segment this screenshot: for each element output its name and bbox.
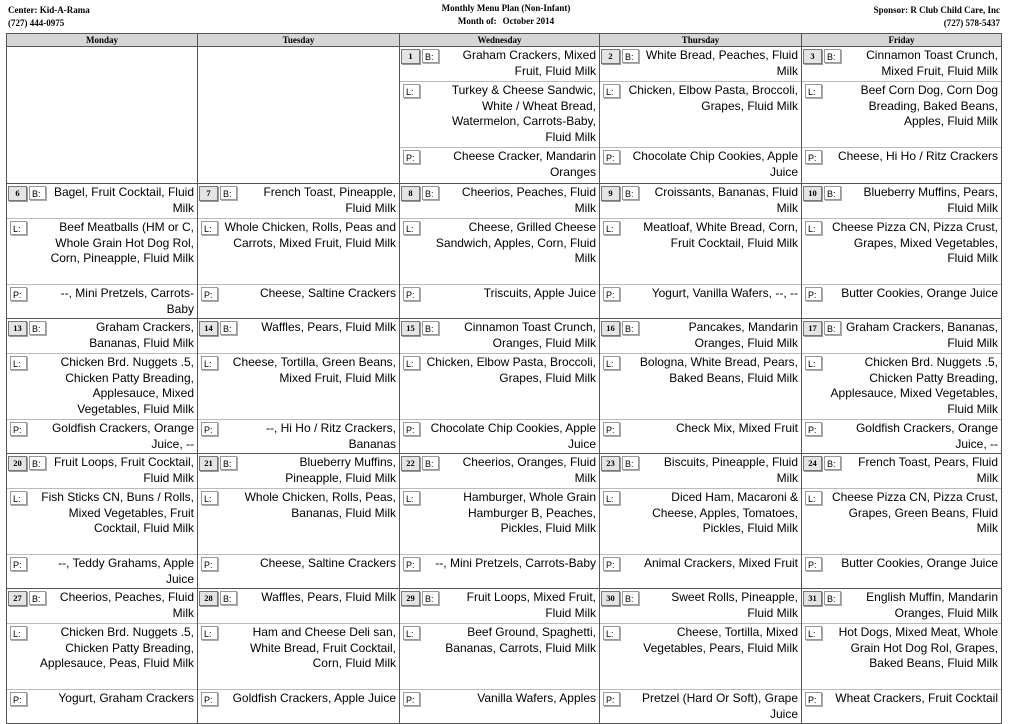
- snack-menu-text: --, Mini Pretzels, Carrots- Baby: [60, 286, 194, 316]
- lunch-row: [198, 489, 399, 555]
- snack-row: [400, 555, 599, 588]
- lunch-menu-text: Cheese Pizza CN, Pizza Crust, Grapes, Mixed Vegetables, Fluid Milk: [831, 220, 998, 265]
- lunch-label: L:: [201, 221, 218, 235]
- snack-menu-text: Cheese, Saltine Crackers: [259, 286, 396, 300]
- sponsor-phone: (727) 578-5437: [943, 18, 1000, 28]
- snack-label: P:: [603, 287, 620, 301]
- breakfast-row: [600, 47, 801, 82]
- breakfast-label: B:: [622, 456, 639, 470]
- week-row: [7, 454, 1002, 589]
- breakfast-row: [198, 589, 399, 624]
- day-cell: [198, 454, 400, 589]
- lunch-label: L:: [805, 84, 822, 98]
- snack-menu-text: Chocolate Chip Cookies, Apple Juice: [632, 149, 798, 179]
- breakfast-menu-text: French Toast, Pears, Fluid Milk: [858, 455, 998, 485]
- lunch-menu-text: Meatloaf, White Bread, Corn, Fruit Cocktail, Fluid Milk: [643, 220, 798, 250]
- snack-menu-text: Wheat Crackers, Fruit Cocktail: [835, 691, 998, 705]
- snack-row: [198, 690, 399, 723]
- snack-menu-text: Goldfish Crackers, Apple Juice: [232, 691, 396, 705]
- day-cell: [198, 319, 400, 454]
- snack-menu-text: Animal Crackers, Mixed Fruit: [643, 556, 798, 570]
- lunch-label: L:: [403, 221, 420, 235]
- date-number: 24: [803, 456, 822, 471]
- day-cell: [600, 47, 802, 184]
- date-number: 14: [199, 321, 218, 336]
- date-number: 2: [601, 49, 620, 64]
- lunch-row: [802, 624, 1001, 690]
- date-number: 6: [8, 186, 27, 201]
- breakfast-menu-text: Pancakes, Mandarin Oranges, Fluid Milk: [688, 320, 798, 350]
- snack-label: P:: [10, 287, 27, 301]
- breakfast-row: [7, 589, 197, 624]
- breakfast-label: B:: [622, 591, 639, 605]
- breakfast-menu-text: Blueberry Muffins, Pineapple, Fluid Milk: [285, 455, 396, 485]
- breakfast-row: [7, 454, 197, 489]
- lunch-row: [802, 354, 1001, 420]
- lunch-label: L:: [603, 356, 620, 370]
- snack-label: P:: [805, 557, 822, 571]
- sponsor-info: [874, 4, 1000, 30]
- snack-label: P:: [805, 692, 822, 706]
- lunch-row: [7, 354, 197, 420]
- date-number: 15: [401, 321, 420, 336]
- day-cell: [600, 454, 802, 589]
- date-number: 7: [199, 186, 218, 201]
- snack-label: P:: [10, 557, 27, 571]
- snack-label: P:: [805, 422, 822, 436]
- breakfast-menu-text: Cinnamon Toast Crunch, Oranges, Fluid Milk: [464, 320, 596, 350]
- lunch-menu-text: Beef Corn Dog, Corn Dog Breading, Baked Beans, Apples, Fluid Milk: [860, 83, 998, 128]
- lunch-label: L:: [805, 626, 822, 640]
- menu-calendar: [6, 33, 1002, 724]
- lunch-menu-text: Cheese, Grilled Cheese Sandwich, Apples, Corn, Fluid Milk: [435, 220, 596, 265]
- weekday-header-tuesday: Tuesday: [198, 34, 400, 47]
- breakfast-row: [600, 589, 801, 624]
- snack-label: P:: [201, 422, 218, 436]
- lunch-label: L:: [805, 491, 822, 505]
- breakfast-row: [400, 319, 599, 354]
- lunch-row: [802, 489, 1001, 555]
- breakfast-label: B:: [422, 321, 439, 335]
- lunch-menu-text: Chicken Brd. Nuggets .5, Chicken Patty Breading, Applesauce, Mixed Vegetables, Fluid Milk: [60, 355, 194, 416]
- date-number: 29: [401, 591, 420, 606]
- sponsor-name: Sponsor: R Club Child Care, Inc: [873, 5, 1000, 15]
- breakfast-label: B:: [824, 321, 841, 335]
- day-cell: [400, 184, 600, 319]
- lunch-menu-text: Diced Ham, Macaroni & Cheese, Apples, Tomatoes, Pickles, Fluid Milk: [652, 490, 798, 535]
- breakfast-menu-text: Graham Crackers, Mixed Fruit, Fluid Milk: [462, 48, 596, 78]
- week-row: [7, 47, 1002, 184]
- snack-menu-text: Goldfish Crackers, Orange Juice, --: [51, 421, 194, 451]
- snack-label: P:: [805, 150, 822, 164]
- snack-label: P:: [805, 287, 822, 301]
- lunch-label: L:: [201, 356, 218, 370]
- snack-row: [600, 420, 801, 453]
- lunch-menu-text: Bologna, White Bread, Pears, Baked Beans, Fluid Milk: [639, 355, 798, 385]
- snack-row: [802, 148, 1001, 181]
- snack-label: P:: [10, 692, 27, 706]
- breakfast-menu-text: Sweet Rolls, Pineapple, Fluid Milk: [671, 590, 798, 620]
- snack-row: [400, 690, 599, 723]
- snack-label: P:: [403, 422, 420, 436]
- date-number: 17: [803, 321, 822, 336]
- snack-row: [7, 420, 197, 453]
- lunch-row: [7, 219, 197, 285]
- lunch-label: L:: [403, 491, 420, 505]
- lunch-menu-text: Beef Ground, Spaghetti, Bananas, Carrots, Fluid Milk: [445, 625, 596, 655]
- lunch-row: [198, 624, 399, 690]
- lunch-label: L:: [201, 626, 218, 640]
- breakfast-menu-text: English Muffin, Mandarin Oranges, Fluid Milk: [866, 590, 998, 620]
- snack-row: [600, 148, 801, 181]
- snack-label: P:: [201, 557, 218, 571]
- breakfast-row: [802, 454, 1001, 489]
- day-cell: [400, 47, 600, 184]
- breakfast-menu-text: Cheerios, Peaches, Fluid Milk: [59, 590, 194, 620]
- snack-row: [600, 555, 801, 588]
- snack-menu-text: Butter Cookies, Orange Juice: [841, 286, 998, 300]
- lunch-row: [400, 624, 599, 690]
- snack-row: [198, 285, 399, 318]
- breakfast-menu-text: Graham Crackers, Bananas, Fluid Milk: [89, 320, 194, 350]
- breakfast-menu-text: Waffles, Pears, Fluid Milk: [261, 320, 396, 334]
- breakfast-label: B:: [622, 49, 639, 63]
- breakfast-row: [400, 454, 599, 489]
- breakfast-label: B:: [422, 49, 439, 63]
- day-cell: [7, 184, 198, 319]
- lunch-menu-text: Ham and Cheese Deli san, White Bread, Fruit Cocktail, Corn, Fluid Milk: [249, 625, 396, 670]
- date-number: 16: [601, 321, 620, 336]
- breakfast-row: [802, 319, 1001, 354]
- snack-label: P:: [603, 150, 620, 164]
- snack-menu-text: --, Hi Ho / Ritz Crackers, Bananas: [265, 421, 396, 451]
- day-cell: [198, 184, 400, 319]
- lunch-menu-text: Beef Meatballs (HM or C, Whole Grain Hot Dog Rol, Corn, Pineapple, Fluid Milk: [50, 220, 194, 265]
- snack-menu-text: Check Mix, Mixed Fruit: [675, 421, 798, 435]
- breakfast-menu-text: Blueberry Muffins, Pears, Fluid Milk: [863, 185, 998, 215]
- breakfast-label: B:: [29, 591, 46, 605]
- empty-day-cell: [7, 47, 198, 184]
- breakfast-row: [198, 184, 399, 219]
- breakfast-label: B:: [220, 321, 237, 335]
- weekday-header-row: [7, 34, 1002, 47]
- breakfast-row: [802, 47, 1001, 82]
- snack-label: P:: [403, 150, 420, 164]
- snack-label: P:: [201, 692, 218, 706]
- snack-row: [802, 690, 1001, 723]
- breakfast-label: B:: [422, 186, 439, 200]
- menu-title-block: [0, 2, 1012, 28]
- lunch-label: L:: [10, 491, 27, 505]
- date-number: 23: [601, 456, 620, 471]
- breakfast-label: B:: [824, 186, 841, 200]
- breakfast-label: B:: [220, 456, 237, 470]
- snack-row: [198, 420, 399, 453]
- center-phone: (727) 444-0975: [8, 18, 65, 28]
- breakfast-label: B:: [220, 591, 237, 605]
- snack-menu-text: Pretzel (Hard Or Soft), Grape Juice: [641, 691, 798, 721]
- date-number: 1: [401, 49, 420, 64]
- center-name: Center: Kid-A-Rama: [8, 5, 90, 15]
- day-cell: [7, 454, 198, 589]
- snack-row: [198, 555, 399, 588]
- snack-menu-text: Yogurt, Graham Crackers: [58, 691, 194, 705]
- lunch-label: L:: [403, 84, 420, 98]
- breakfast-label: B:: [824, 591, 841, 605]
- breakfast-row: [600, 319, 801, 354]
- weekday-header-wednesday: Wednesday: [400, 34, 600, 47]
- snack-label: P:: [403, 557, 420, 571]
- lunch-label: L:: [403, 356, 420, 370]
- lunch-row: [400, 489, 599, 555]
- snack-menu-text: Cheese, Hi Ho / Ritz Crackers: [837, 149, 998, 163]
- breakfast-label: B:: [622, 186, 639, 200]
- date-number: 9: [601, 186, 620, 201]
- weekday-header-monday: Monday: [7, 34, 198, 47]
- breakfast-row: [198, 454, 399, 489]
- lunch-menu-text: Turkey & Cheese Sandwic, White / Wheat Bread, Watermelon, Carrots-Baby, Fluid Milk: [451, 83, 596, 144]
- date-number: 3: [803, 49, 822, 64]
- breakfast-row: [400, 47, 599, 82]
- breakfast-label: B:: [220, 186, 237, 200]
- day-cell: [400, 454, 600, 589]
- snack-menu-text: Goldfish Crackers, Orange Juice, --: [855, 421, 998, 451]
- breakfast-menu-text: Fruit Loops, Fruit Cocktail, Fluid Milk: [53, 455, 194, 485]
- menu-title: Monthly Menu Plan (Non-Infant): [441, 3, 571, 13]
- breakfast-menu-text: White Bread, Peaches, Fluid Milk: [645, 48, 798, 78]
- day-cell: [600, 589, 802, 724]
- snack-menu-text: Butter Cookies, Orange Juice: [841, 556, 998, 570]
- snack-menu-text: Chocolate Chip Cookies, Apple Juice: [430, 421, 596, 451]
- day-cell: [7, 589, 198, 724]
- breakfast-menu-text: Fruit Loops, Mixed Fruit, Fluid Milk: [466, 590, 596, 620]
- lunch-row: [400, 82, 599, 148]
- snack-row: [802, 420, 1001, 453]
- week-row: [7, 589, 1002, 724]
- lunch-menu-text: Cheese, Tortilla, Mixed Vegetables, Pears, Fluid Milk: [643, 625, 798, 655]
- lunch-label: L:: [10, 221, 27, 235]
- snack-row: [7, 285, 197, 318]
- day-cell: [600, 184, 802, 319]
- lunch-row: [400, 219, 599, 285]
- lunch-row: [600, 354, 801, 420]
- breakfast-label: B:: [824, 456, 841, 470]
- day-cell: [400, 589, 600, 724]
- breakfast-menu-text: Croissants, Bananas, Fluid Milk: [654, 185, 798, 215]
- lunch-row: [600, 624, 801, 690]
- lunch-label: L:: [403, 626, 420, 640]
- lunch-menu-text: Whole Chicken, Rolls, Peas and Carrots, Mixed Fruit, Fluid Milk: [224, 220, 396, 250]
- snack-row: [802, 285, 1001, 318]
- weekday-header-thursday: Thursday: [600, 34, 802, 47]
- snack-row: [7, 555, 197, 588]
- lunch-row: [400, 354, 599, 420]
- breakfast-row: [600, 454, 801, 489]
- breakfast-row: [802, 589, 1001, 624]
- snack-menu-text: Vanilla Wafers, Apples: [477, 691, 596, 705]
- snack-label: P:: [603, 422, 620, 436]
- snack-row: [400, 285, 599, 318]
- lunch-label: L:: [603, 491, 620, 505]
- day-cell: [802, 454, 1002, 589]
- day-cell: [198, 589, 400, 724]
- lunch-row: [198, 354, 399, 420]
- snack-row: [600, 285, 801, 318]
- date-number: 20: [8, 456, 27, 471]
- breakfast-menu-text: Biscuits, Pineapple, Fluid Milk: [663, 455, 798, 485]
- lunch-menu-text: Fish Sticks CN, Buns / Rolls, Mixed Vegetables, Fruit Cocktail, Fluid Milk: [41, 490, 194, 535]
- date-number: 30: [601, 591, 620, 606]
- date-number: 10: [803, 186, 822, 201]
- date-number: 22: [401, 456, 420, 471]
- snack-menu-text: Yogurt, Vanilla Wafers, --, --: [651, 286, 798, 300]
- breakfast-row: [400, 589, 599, 624]
- lunch-label: L:: [201, 491, 218, 505]
- date-number: 31: [803, 591, 822, 606]
- breakfast-label: B:: [422, 591, 439, 605]
- lunch-label: L:: [10, 626, 27, 640]
- lunch-label: L:: [10, 356, 27, 370]
- empty-day-cell: [198, 47, 400, 184]
- breakfast-label: B:: [29, 321, 46, 335]
- snack-label: P:: [10, 422, 27, 436]
- breakfast-row: [7, 319, 197, 354]
- snack-menu-text: Cheese, Saltine Crackers: [259, 556, 396, 570]
- lunch-menu-text: Cheese Pizza CN, Pizza Crust, Grapes, Green Beans, Fluid Milk: [831, 490, 998, 535]
- lunch-menu-text: Chicken, Elbow Pasta, Broccoli, Grapes, Fluid Milk: [426, 355, 596, 385]
- breakfast-menu-text: Waffles, Pears, Fluid Milk: [261, 590, 396, 604]
- snack-row: [802, 555, 1001, 588]
- lunch-row: [7, 489, 197, 555]
- week-row: [7, 319, 1002, 454]
- lunch-label: L:: [603, 221, 620, 235]
- lunch-label: L:: [603, 626, 620, 640]
- lunch-row: [198, 219, 399, 285]
- snack-label: P:: [201, 287, 218, 301]
- breakfast-row: [600, 184, 801, 219]
- lunch-menu-text: Hamburger, Whole Grain Hamburger B, Peaches, Pickles, Fluid Milk: [463, 490, 596, 535]
- day-cell: [802, 184, 1002, 319]
- snack-label: P:: [603, 557, 620, 571]
- breakfast-row: [802, 184, 1001, 219]
- month-value: October 2014: [502, 16, 555, 26]
- lunch-row: [802, 82, 1001, 148]
- snack-menu-text: Triscuits, Apple Juice: [483, 286, 596, 300]
- breakfast-menu-text: Cinnamon Toast Crunch, Mixed Fruit, Fluid Milk: [866, 48, 998, 78]
- lunch-row: [802, 219, 1001, 285]
- lunch-menu-text: Cheese, Tortilla, Green Beans, Mixed Fruit, Fluid Milk: [232, 355, 396, 385]
- date-number: 8: [401, 186, 420, 201]
- menu-month: [0, 15, 1012, 28]
- lunch-row: [600, 489, 801, 555]
- snack-row: [600, 690, 801, 723]
- lunch-menu-text: Whole Chicken, Rolls, Peas, Bananas, Fluid Milk: [244, 490, 396, 520]
- snack-menu-text: --, Teddy Grahams, Apple Juice: [58, 556, 194, 586]
- week-row: [7, 184, 1002, 319]
- lunch-row: [600, 82, 801, 148]
- snack-row: [7, 690, 197, 723]
- lunch-menu-text: Hot Dogs, Mixed Meat, Whole Grain Hot Dog Rol, Grapes, Baked Beans, Fluid Milk: [838, 625, 998, 670]
- date-number: 21: [199, 456, 218, 471]
- snack-menu-text: Cheese Cracker, Mandarin Oranges: [453, 149, 596, 179]
- date-number: 28: [199, 591, 218, 606]
- snack-label: P:: [403, 692, 420, 706]
- lunch-label: L:: [805, 356, 822, 370]
- breakfast-label: B:: [29, 456, 46, 470]
- snack-menu-text: --, Mini Pretzels, Carrots-Baby: [435, 556, 596, 570]
- day-cell: [7, 319, 198, 454]
- breakfast-menu-text: French Toast, Pineapple, Fluid Milk: [263, 185, 396, 215]
- breakfast-menu-text: Graham Crackers, Bananas, Fluid Milk: [845, 320, 998, 350]
- snack-label: P:: [603, 692, 620, 706]
- month-label: Month of:: [457, 16, 497, 26]
- snack-label: P:: [403, 287, 420, 301]
- breakfast-label: B:: [29, 186, 46, 200]
- breakfast-label: B:: [622, 321, 639, 335]
- lunch-label: L:: [603, 84, 620, 98]
- breakfast-label: B:: [422, 456, 439, 470]
- date-number: 27: [8, 591, 27, 606]
- lunch-label: L:: [805, 221, 822, 235]
- lunch-row: [7, 624, 197, 690]
- day-cell: [802, 589, 1002, 724]
- page-header: [0, 0, 1012, 32]
- breakfast-row: [7, 184, 197, 219]
- lunch-row: [600, 219, 801, 285]
- breakfast-menu-text: Bagel, Fruit Cocktail, Fluid Milk: [53, 185, 194, 215]
- lunch-menu-text: Chicken Brd. Nuggets .5, Chicken Patty Breading, Applesauce, Mixed Vegetables, Fluid Milk: [830, 355, 998, 416]
- lunch-menu-text: Chicken Brd. Nuggets .5, Chicken Patty Breading, Applesauce, Peas, Fluid Milk: [39, 625, 194, 670]
- weekday-header-friday: Friday: [802, 34, 1002, 47]
- calendar-body: [7, 47, 1002, 724]
- lunch-menu-text: Chicken, Elbow Pasta, Broccoli, Grapes, Fluid Milk: [628, 83, 798, 113]
- breakfast-menu-text: Cheerios, Peaches, Fluid Milk: [461, 185, 596, 215]
- breakfast-row: [198, 319, 399, 354]
- date-number: 13: [8, 321, 27, 336]
- day-cell: [802, 319, 1002, 454]
- breakfast-menu-text: Cheerios, Oranges, Fluid Milk: [462, 455, 596, 485]
- snack-row: [400, 420, 599, 453]
- day-cell: [600, 319, 802, 454]
- day-cell: [400, 319, 600, 454]
- breakfast-label: B:: [824, 49, 841, 63]
- day-cell: [802, 47, 1002, 184]
- snack-row: [400, 148, 599, 181]
- breakfast-row: [400, 184, 599, 219]
